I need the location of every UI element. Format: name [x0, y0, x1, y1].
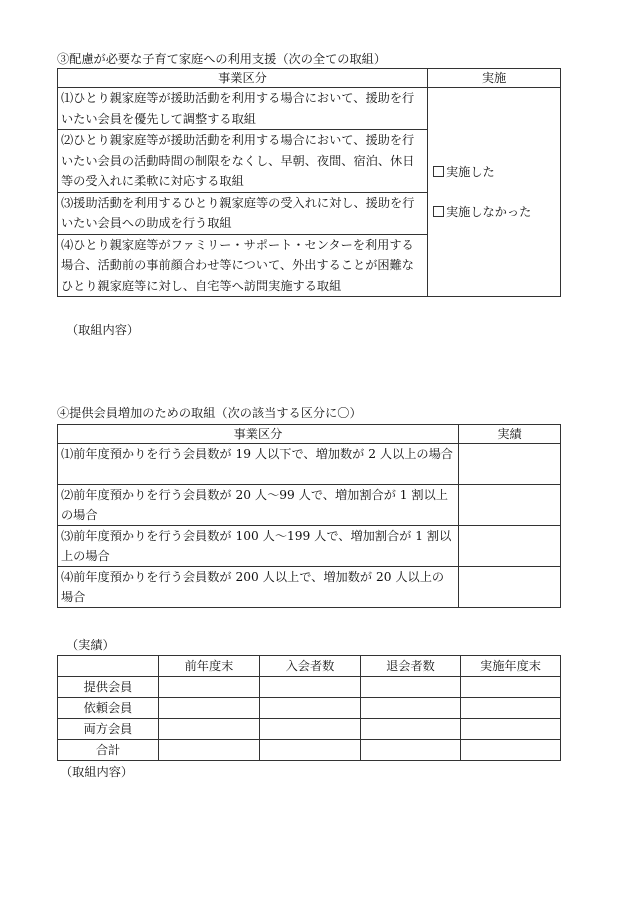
results-note: （取組内容） — [60, 765, 134, 779]
result-cell-1[interactable] — [459, 444, 561, 485]
option-not-implemented[interactable]: 実施しなかった — [433, 202, 557, 222]
increase-item-2: ⑵前年度預かりを行う会員数が 20 人～99 人で、増加割合が 1 割以上の場合 — [58, 485, 459, 526]
support-item-3: ⑶援助活動を利用するひとり親家庭等の受入れに対し、援助を行いたい会員への助成を行う取組 — [58, 192, 428, 234]
result-cell-2[interactable] — [459, 485, 561, 526]
support-item-2: ⑵ひとり親家庭等が援助活動を利用する場合において、援助を行いたい会員の活動時間の制限をなくし、早朝、夜間、宿泊、休日等の受入れに柔軟に対応する取組 — [58, 130, 428, 193]
result-cell-3[interactable] — [459, 526, 561, 567]
section4-title: ④提供会員増加のための取組（次の該当する区分に〇） — [57, 406, 362, 420]
results-row-both — [58, 719, 561, 740]
implementation-options — [428, 88, 561, 297]
results-cell[interactable] — [159, 677, 260, 698]
row-label: 提供会員 — [58, 677, 159, 698]
support-item-1: ⑴ひとり親家庭等が援助活動を利用する場合において、援助を行いたい会員を優先して調整する取組 — [58, 88, 428, 130]
increase-item-3: ⑶前年度預かりを行う会員数が 100 人～199 人で、増加割合が 1 割以上の場合 — [58, 526, 459, 567]
results-cell[interactable] — [260, 698, 361, 719]
results-cell[interactable] — [361, 719, 461, 740]
results-cell[interactable] — [361, 698, 461, 719]
row-label: 依頼会員 — [58, 698, 159, 719]
row-label: 合計 — [58, 740, 159, 761]
results-cell[interactable] — [159, 740, 260, 761]
option-implemented[interactable]: 実施した — [433, 162, 557, 182]
results-col-year-end: 実施年度末 — [461, 656, 561, 677]
support-table — [57, 68, 561, 297]
results-cell[interactable] — [361, 677, 461, 698]
row-label: 両方会員 — [58, 719, 159, 740]
results-cell[interactable] — [159, 719, 260, 740]
result-cell-4[interactable] — [459, 567, 561, 608]
category-header: 事業区分 — [58, 425, 459, 444]
results-col-prev-year-end: 前年度末 — [159, 656, 260, 677]
results-cell[interactable] — [260, 677, 361, 698]
results-cell[interactable] — [461, 677, 561, 698]
section3-note: （取組内容） — [66, 323, 140, 337]
increase-item-4: ⑷前年度預かりを行う会員数が 200 人以上で、増加数が 20 人以上の場合 — [58, 567, 459, 608]
results-col-blank — [58, 656, 159, 677]
category-header: 事業区分 — [58, 69, 428, 88]
results-cell[interactable] — [461, 719, 561, 740]
results-cell[interactable] — [461, 740, 561, 761]
results-title: （実績） — [66, 638, 115, 652]
results-cell[interactable] — [461, 698, 561, 719]
results-cell[interactable] — [361, 740, 461, 761]
increase-item-1: ⑴前年度預かりを行う会員数が 19 人以下で、増加数が 2 人以上の場合 — [58, 444, 459, 485]
section3-title: ③配慮が必要な子育て家庭への利用支援（次の全ての取組） — [57, 52, 387, 66]
implementation-header: 実施 — [428, 69, 561, 88]
results-cell[interactable] — [260, 719, 361, 740]
results-col-joined: 入会者数 — [260, 656, 361, 677]
support-item-4: ⑷ひとり親家庭等がファミリー・サポート・センターを利用する場合、活動前の事前顔合わせ等について、外出することが困難なひとり親家庭等に対し、自宅等へ訪問実施する取組 — [58, 234, 428, 297]
checkbox-implemented[interactable] — [433, 166, 444, 177]
results-cell[interactable] — [260, 740, 361, 761]
checkbox-not-implemented[interactable] — [433, 206, 444, 217]
result-header: 実績 — [459, 425, 561, 444]
results-row-requester — [58, 698, 561, 719]
results-row-provider — [58, 677, 561, 698]
results-table — [57, 655, 561, 761]
results-row-total — [58, 740, 561, 761]
member-increase-table — [57, 424, 561, 608]
results-cell[interactable] — [159, 698, 260, 719]
results-col-left: 退会者数 — [361, 656, 461, 677]
